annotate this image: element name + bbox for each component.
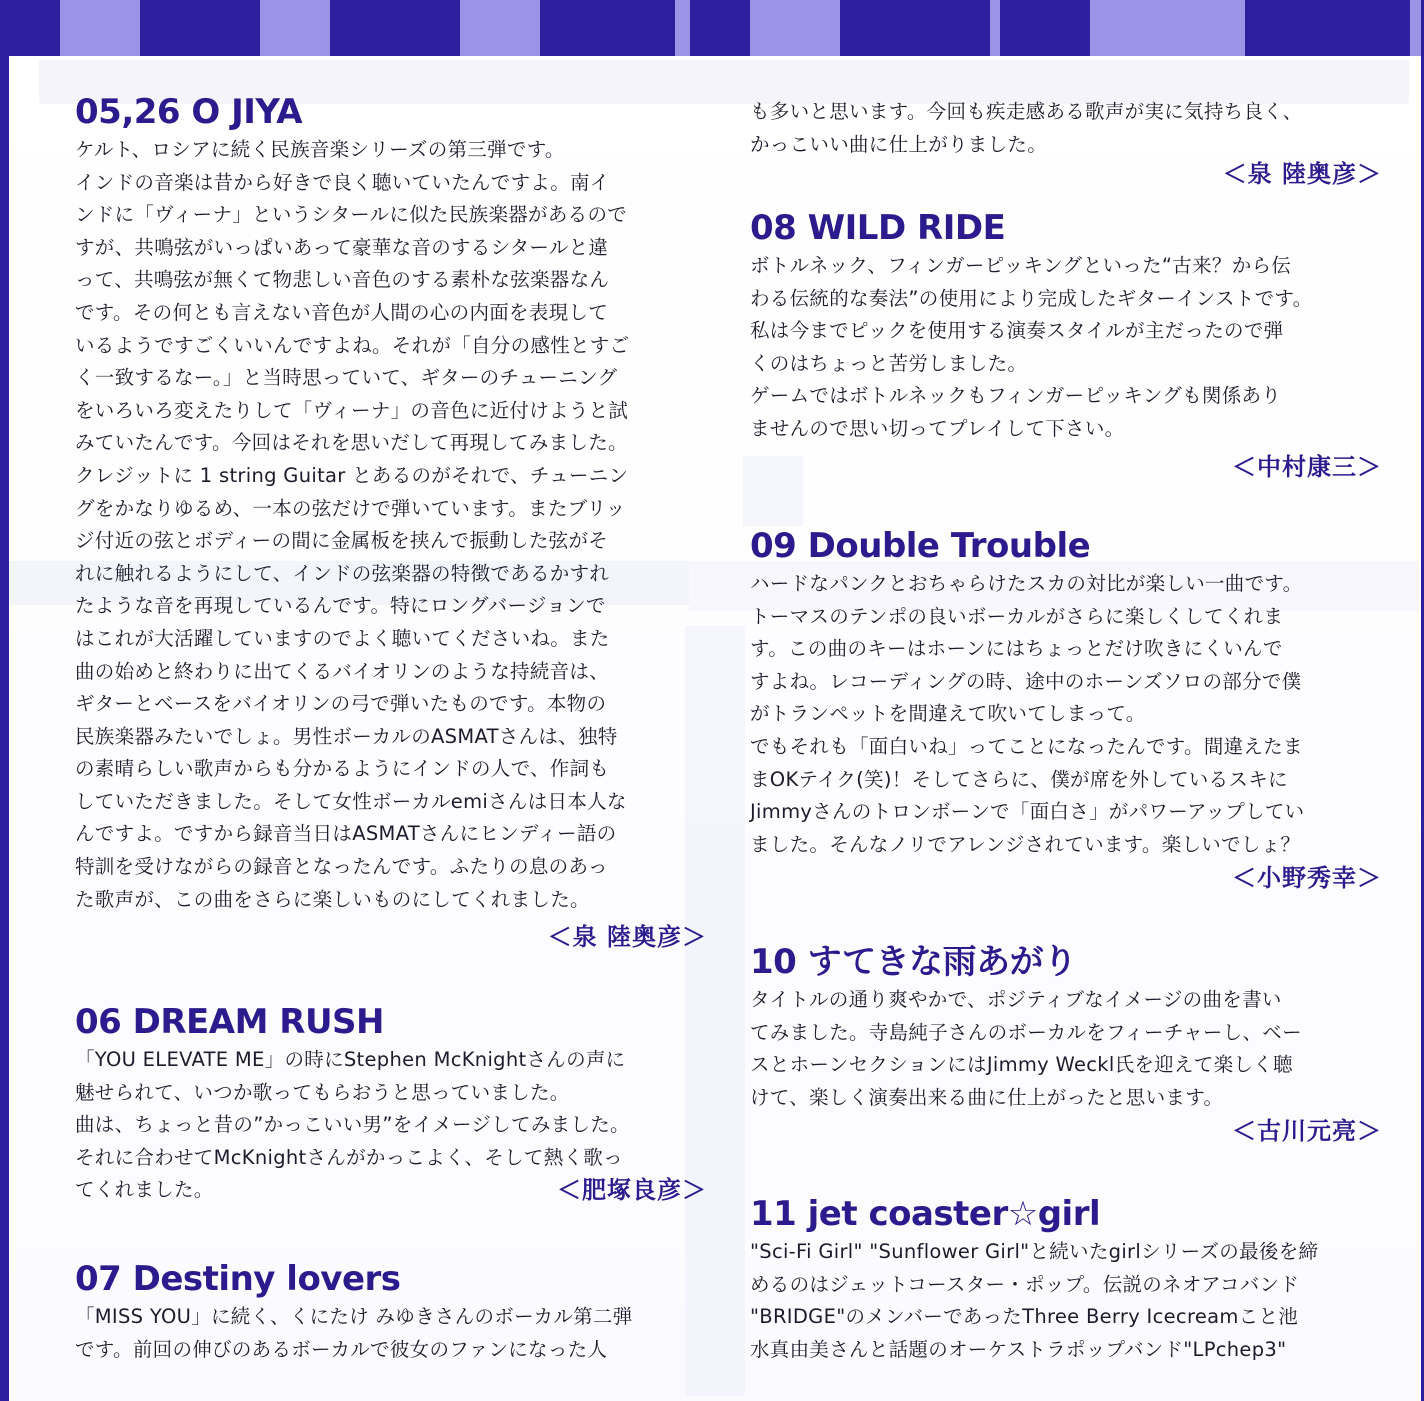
track-text-line: ンドに「ヴィーナ」というシタールに似た民族楽器があるので bbox=[75, 203, 628, 227]
band-block bbox=[840, 0, 990, 56]
track-text-line: ませんので思い切ってプレイして下さい。 bbox=[750, 416, 1125, 440]
track-07-section bbox=[75, 1259, 707, 1366]
track-text-line: 民族楽器みたいでしょ。男性ボーカルのASMATさんは、独特 bbox=[75, 724, 618, 748]
track-06-section bbox=[75, 1002, 707, 1207]
track-title: 10 すてきな雨あがり bbox=[750, 942, 1077, 982]
booklet-page bbox=[9, 56, 1421, 1401]
track-text-line: すよね。レコーディングの時、途中のホーンズソロの部分で僕 bbox=[750, 669, 1302, 693]
track-credit: ＜中村康三＞ bbox=[1232, 452, 1382, 481]
track-text-line: がトランペットを間違えて吹いてしまって。 bbox=[750, 702, 1146, 726]
track-title: 08 WILD RIDE bbox=[750, 208, 1006, 248]
track-text-line: くのはちょっと苦労しました。 bbox=[750, 351, 1028, 375]
track-text-line: はこれが大活躍していますのでよく聴いてくださいね。また bbox=[75, 626, 610, 650]
track-text-line: まOKテイク(笑)！そしてさらに、僕が席を外しているスキに bbox=[750, 767, 1288, 791]
left-edge-strip bbox=[0, 0, 9, 1401]
track-text-line: インドの音楽は昔から好きで良く聴いていたんですよ。南イ bbox=[75, 170, 610, 194]
track-text-line: です。前回の伸びのあるボーカルで彼女のファンになった人 bbox=[75, 1337, 608, 1361]
track-credit: ＜泉 陸奥彦＞ bbox=[1222, 160, 1382, 189]
track-text-line: 水真由美さんと話題のオーケストラポップバンド"LPchep3" bbox=[750, 1337, 1287, 1361]
track-text-line: た歌声が、この曲をさらに楽しいものにしてくれました。 bbox=[75, 887, 590, 911]
track-credit: ＜泉 陸奥彦＞ bbox=[547, 923, 707, 952]
track-text-line: れに触れるようにして、インドの弦楽器の特徴であるかすれ bbox=[75, 561, 610, 585]
track-text-line: をいろいろ変えたりして「ヴィーナ」の音色に近付けようと試 bbox=[75, 398, 629, 422]
track-text-line: けて、楽しく演奏出来る曲に仕上がったと思います。 bbox=[750, 1085, 1224, 1109]
band-block bbox=[140, 0, 260, 56]
track-text-line: いるようですごくいいんですよね。それが「自分の感性とすご bbox=[75, 333, 630, 357]
track-text-line: Jimmyさんのトロンボーンで「面白さ」がパワーアップしてい bbox=[750, 800, 1305, 824]
track-text-line: していただきました。そして女性ボーカルemiさんは日本人な bbox=[75, 789, 627, 813]
track-text-line: でもそれも「面白いね」ってことになったんです。間違えたま bbox=[750, 734, 1303, 758]
track-title: 09 Double Trouble bbox=[750, 526, 1091, 566]
track-text-line: 曲は、ちょっと昔の”かっこいい男”をイメージしてみました。 bbox=[75, 1113, 630, 1137]
top-decorative-band bbox=[0, 0, 1424, 56]
track-text-line: グをかなりゆるめ、一本の弦だけで弾いています。またブリッ bbox=[75, 496, 626, 520]
track-title: 06 DREAM RUSH bbox=[75, 1002, 384, 1042]
track-text-line: "BRIDGE"のメンバーであったThree Berry Icecreamこと池 bbox=[750, 1305, 1299, 1329]
track-07-continued bbox=[750, 96, 1382, 191]
track-text-line: みていたんです。今回はそれを思いだして再現してみました。 bbox=[75, 431, 628, 455]
band-block bbox=[690, 0, 750, 56]
track-text-line: てくれました。 bbox=[75, 1178, 214, 1202]
track-title: 11 jet coaster☆girl bbox=[750, 1194, 1101, 1234]
track-credit: ＜小野秀幸＞ bbox=[1232, 864, 1382, 893]
track-text-line: の素晴らしい歌声からも分かるようにインドの人で、作詞も bbox=[75, 757, 610, 781]
track-text-line: です。その何とも言えない音色が人間の心の内面を表現して bbox=[75, 300, 609, 324]
track-text-line: たような音を再現しているんです。特にロングバージョンで bbox=[75, 594, 606, 618]
track-text-line: ました。そんなノリでアレンジされています。楽しいでしょ？ bbox=[750, 832, 1301, 856]
track-text-line: ハードなパンクとおちゃらけたスカの対比が楽しい一曲です。 bbox=[750, 572, 1303, 595]
track-title: 07 Destiny lovers bbox=[75, 1259, 401, 1299]
track-text-line: 私は今までピックを使用する演奏スタイルが主だったので弾 bbox=[750, 319, 1284, 343]
track-text-line: ゲームではボトルネックもフィンガーピッキングも関係あり bbox=[750, 384, 1282, 408]
track-text-line: 「YOU ELEVATE ME」の時にStephen McKnightさんの声に bbox=[75, 1048, 626, 1071]
track-text-line: んですよ。ですから録音当日はASMATさんにヒンディー語の bbox=[75, 822, 617, 846]
track-text-line: "Sci-Fi Girl" "Sunflower Girl"と続いたgirlシリーズの最後を締 bbox=[750, 1240, 1319, 1263]
track-text-line: わる伝統的な奏法”の使用により完成したギターインストです。 bbox=[750, 286, 1313, 310]
track-text-line: ジ付近の弦とボディーの間に金属板を挟んで振動した弦がそ bbox=[75, 529, 609, 553]
track-text-line: 曲の始めと終わりに出てくるバイオリンのような持続音は、 bbox=[75, 659, 610, 683]
track-text-line: く一致するなー。」と当時思っていて、ギターのチューニング bbox=[75, 366, 618, 390]
track-text-line: ケルト、ロシアに続く民族音楽シリーズの第三弾です。 bbox=[75, 138, 565, 161]
track-text-line: スとホーンセクションにはJimmy Weckl氏を迎えて楽しく聴 bbox=[750, 1053, 1293, 1077]
track-text-line: ギターとベースをバイオリンの弓で弾いたものです。本物の bbox=[75, 692, 607, 716]
track-text-line: 魅せられて、いつか歌ってもらおうと思っていました。 bbox=[75, 1080, 570, 1104]
band-block bbox=[330, 0, 460, 56]
track-text-line: トーマスのテンポの良いボーカルがさらに楽しくしてくれま bbox=[750, 604, 1284, 628]
band-block bbox=[1000, 0, 1090, 56]
track-text-line: ボトルネック、フィンガーピッキングといった“古来？から伝 bbox=[750, 254, 1292, 277]
track-text-line: 特訓を受けながらの録音となったんです。ふたりの息のあっ bbox=[75, 855, 608, 879]
track-text-line: それに合わせてMcKnightさんがかっこよく、そして熱く歌っ bbox=[75, 1145, 623, 1169]
track-title: 05,26 O JIYA bbox=[75, 92, 303, 132]
track-11-section bbox=[750, 1194, 1382, 1366]
track-text-line: も多いと思います。今回も疾走感ある歌声が実に気持ち良く、 bbox=[750, 100, 1303, 123]
track-text-line: クレジットに 1 string Guitar とあるのがそれで、チューニン bbox=[75, 463, 629, 487]
band-block bbox=[0, 0, 60, 56]
track-05-section bbox=[75, 92, 707, 954]
track-credit: ＜肥塚良彦＞ bbox=[557, 1175, 707, 1204]
track-text-line: めるのはジェットコースター・ポップ。伝説のネオアコバンド bbox=[750, 1272, 1300, 1296]
track-text-line: 「MISS YOU」に続く、くにたけ みゆきさんのボーカル第二弾 bbox=[75, 1305, 633, 1328]
band-block bbox=[540, 0, 675, 56]
track-credit: ＜古川元亮＞ bbox=[1232, 1117, 1382, 1146]
track-text-line: タイトルの通り爽やかで、ポジティブなイメージの曲を書い bbox=[750, 988, 1282, 1011]
track-text-line: す。この曲のキーはホーンにはちょっとだけ吹きにくいんで bbox=[750, 637, 1283, 661]
track-09-section bbox=[750, 526, 1382, 895]
track-10-section bbox=[750, 942, 1382, 1148]
band-block bbox=[1245, 0, 1410, 56]
track-text-line: てみました。寺島純子さんのボーカルをフィーチャーし、ベー bbox=[750, 1020, 1302, 1044]
track-text-line: って、共鳴弦が無くて物悲しい音色のする素朴な弦楽器なん bbox=[75, 268, 610, 292]
track-text-line: すが、共鳴弦がいっぱいあって豪華な音のするシタールと違 bbox=[75, 235, 609, 259]
track-text-line: かっこいい曲に仕上がりました。 bbox=[750, 132, 1048, 156]
track-08-section bbox=[750, 208, 1382, 484]
